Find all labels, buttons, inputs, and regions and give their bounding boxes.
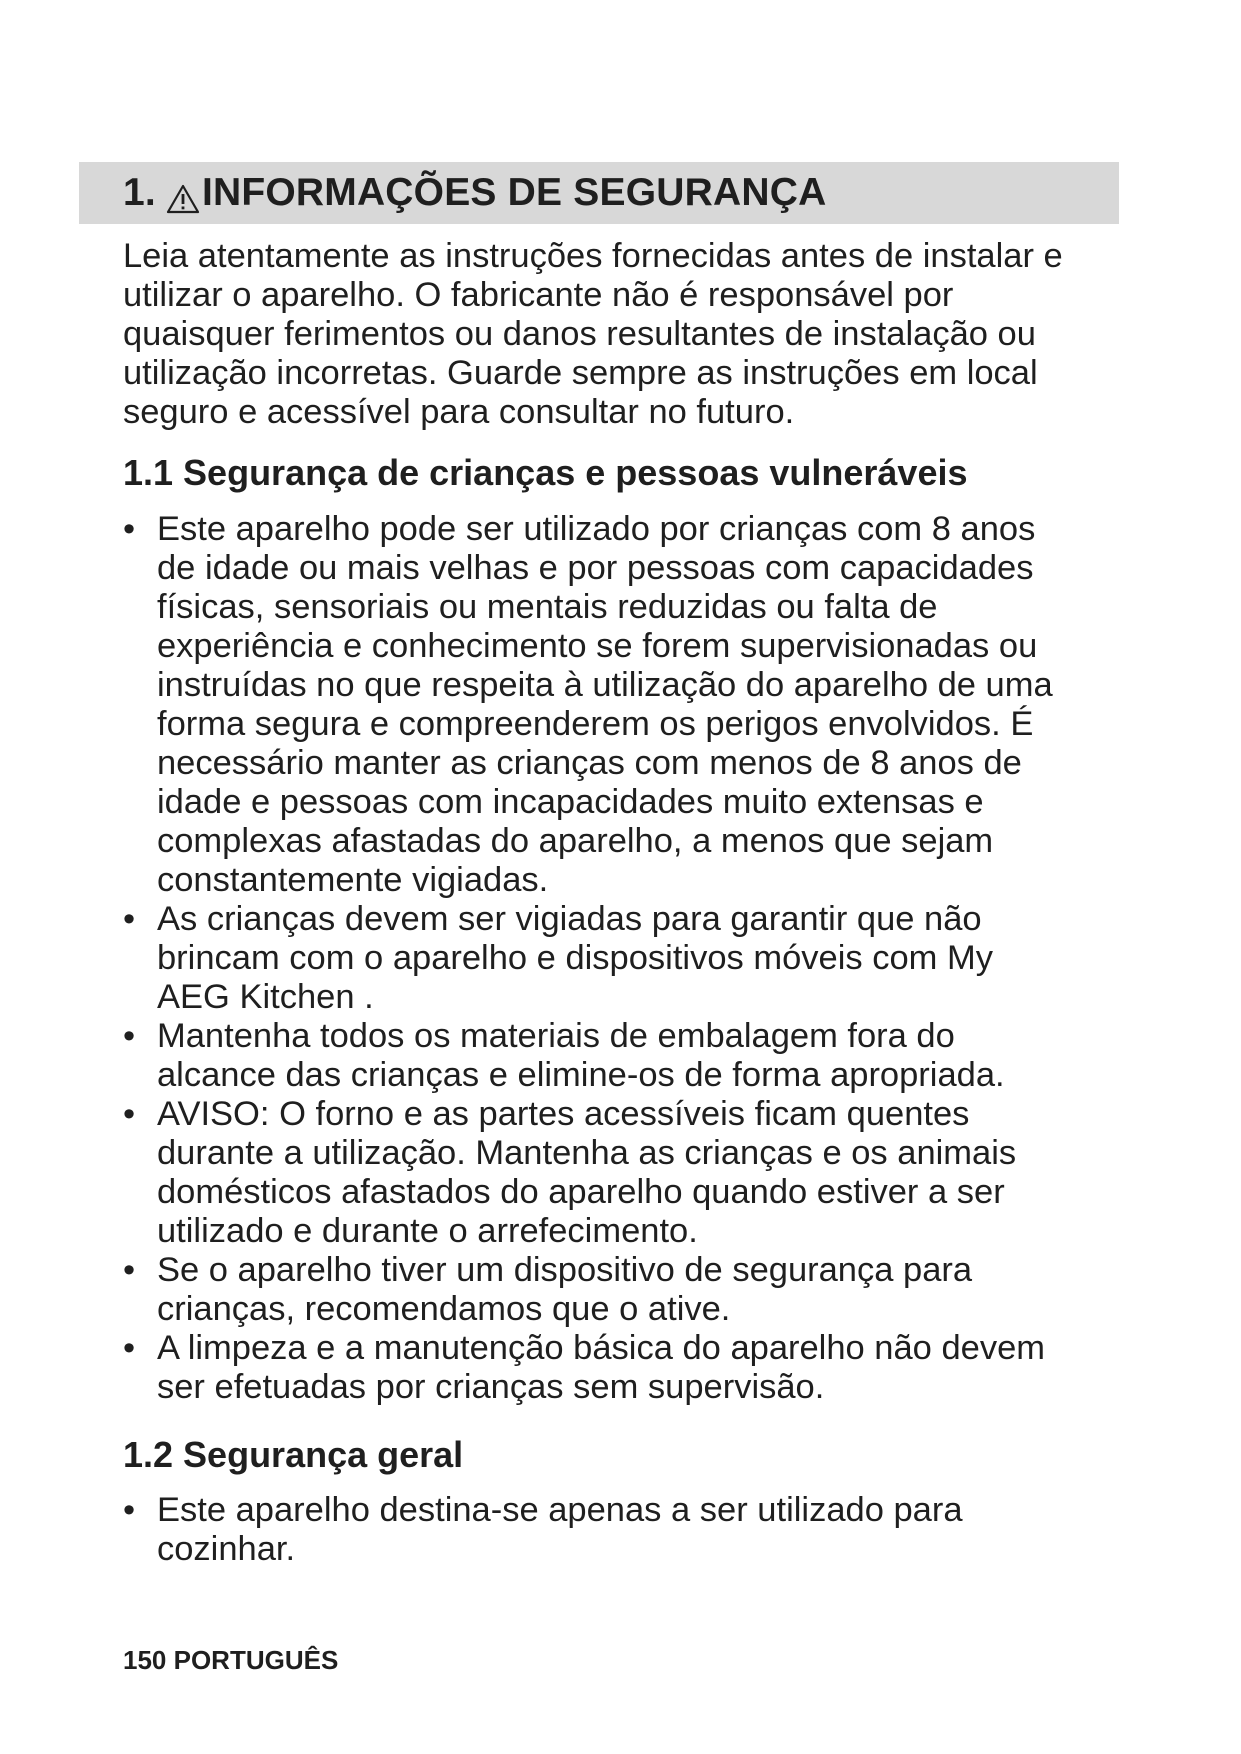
intro-paragraph: [123, 237, 1133, 432]
intro-line: Leia atentamente as instruções fornecidas antes de instalar e: [123, 237, 1063, 275]
list-item-line: Este aparelho pode ser utilizado por crianças com 8 anos: [157, 510, 1036, 548]
warning-triangle-icon: [166, 179, 200, 209]
list-item-line: Se o aparelho tiver um dispositivo de segurança para: [157, 1251, 973, 1289]
list-item-line: durante a utilização. Mantenha as crianças e os animais: [157, 1134, 1017, 1172]
list-item: [123, 900, 1133, 1017]
list-item-line: utilizado e durante o arrefecimento.: [157, 1212, 698, 1250]
list-item-line: A limpeza e a manutenção básica do aparelho não devem: [157, 1329, 1046, 1367]
general-safety-list: [123, 1491, 1133, 1569]
list-item-line: Mantenha todos os materiais de embalagem fora do: [157, 1017, 955, 1055]
list-item-line: instruídas no que respeita à utilização do aparelho de uma: [157, 666, 1053, 704]
list-item-line: constantemente vigiadas.: [157, 861, 549, 899]
bullet-marker: •: [123, 1329, 136, 1367]
intro-line: utilização incorretas. Guarde sempre as instruções em local: [123, 354, 1038, 392]
bullet-marker: •: [123, 1491, 136, 1529]
list-item-line: alcance das crianças e elimine-os de forma apropriada.: [157, 1056, 1005, 1094]
bullet-marker: •: [123, 1017, 136, 1055]
list-item: [123, 1329, 1133, 1407]
list-item-line: ser efetuadas por crianças sem supervisão.: [157, 1368, 825, 1406]
intro-line: quaisquer ferimentos ou danos resultantes de instalação ou: [123, 315, 1036, 353]
intro-line: seguro e acessível para consultar no futuro.: [123, 393, 795, 431]
subsection-heading-children-safety: 1.1 Segurança de crianças e pessoas vulneráveis: [123, 452, 968, 493]
list-item-line: de idade ou mais velhas e por pessoas com capacidades: [157, 549, 1034, 587]
list-item-line: AEG Kitchen .: [157, 978, 374, 1016]
page-title: [123, 170, 826, 216]
list-item-line: brincam com o aparelho e dispositivos móveis com My: [157, 939, 993, 977]
list-item-line: experiência e conhecimento se forem supervisionadas ou: [157, 627, 1038, 665]
list-item-line: As crianças devem ser vigiadas para garantir que não: [157, 900, 982, 938]
page-footer: 150 PORTUGUÊS: [123, 1645, 339, 1675]
list-item: [123, 1017, 1133, 1095]
list-item-line: forma segura e compreenderem os perigos envolvidos. É: [157, 705, 1034, 743]
bullet-marker: •: [123, 1251, 136, 1289]
bullet-marker: •: [123, 900, 136, 938]
section-number: 1.: [123, 171, 156, 214]
list-item: [123, 1251, 1133, 1329]
intro-line: utilizar o aparelho. O fabricante não é responsável por: [123, 276, 954, 314]
list-item-line: idade e pessoas com incapacidades muito extensas e: [157, 783, 984, 821]
bullet-marker: •: [123, 1095, 136, 1133]
section-title: INFORMAÇÕES DE SEGURANÇA: [201, 171, 827, 214]
list-item: [123, 1491, 1133, 1569]
list-item-line: cozinhar.: [157, 1530, 296, 1568]
list-item-line: crianças, recomendamos que o ative.: [157, 1290, 731, 1328]
list-item-line: necessário manter as crianças com menos de 8 anos de: [157, 744, 1022, 782]
list-item-line: Este aparelho destina-se apenas a ser utilizado para: [157, 1491, 963, 1529]
list-item-line: físicas, sensoriais ou mentais reduzidas ou falta de: [157, 588, 938, 626]
list-item: [123, 510, 1133, 900]
list-item-line: complexas afastadas do aparelho, a menos que sejam: [157, 822, 994, 860]
subsection-heading-general-safety: 1.2 Segurança geral: [123, 1434, 464, 1475]
list-item-line: AVISO: O forno e as partes acessíveis ficam quentes: [157, 1095, 970, 1133]
bullet-marker: •: [123, 510, 136, 548]
list-item: [123, 1095, 1133, 1251]
list-item-line: domésticos afastados do aparelho quando estiver a ser: [157, 1173, 1005, 1211]
children-safety-list: [123, 510, 1133, 1407]
